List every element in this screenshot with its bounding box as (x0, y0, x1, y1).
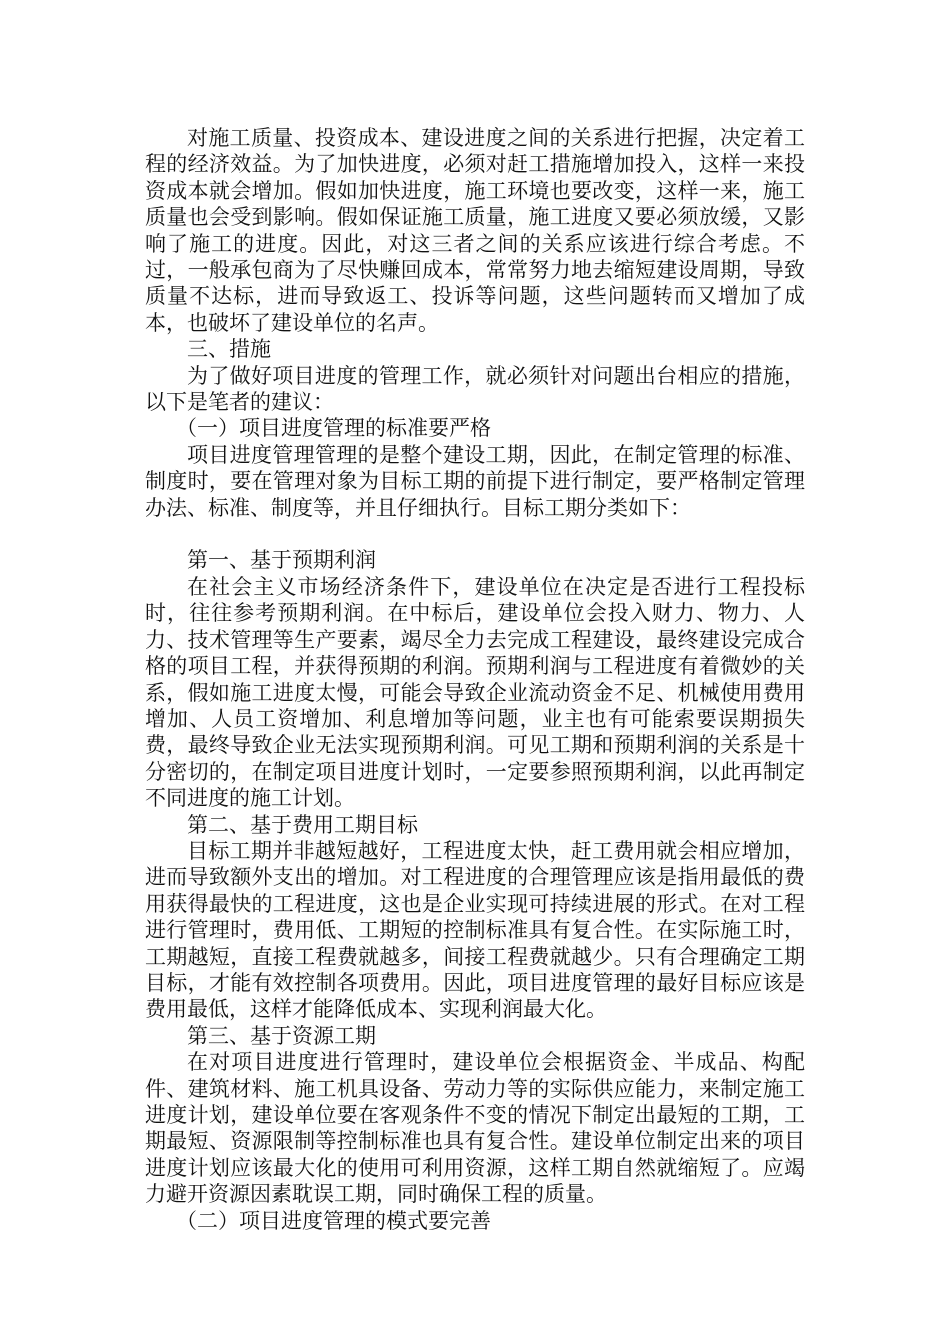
subheading-standards-strict: （一）项目进度管理的标准要严格 (176, 416, 491, 441)
paragraph-resource-schedule: 在对项目进度进行管理时，建设单位会根据资金、半成品、构配件、建筑材料、施工机具设备、劳动力等的实际供应能力，来制定施工进度计划，建设单位要在客观条件不变的情况下制定出最短的工期，工期最短、资源限制等控制标准也具有复合性。建设单位制定出来的项目进度计划应该最大化的使用可利用资源，这样工期自然就缩短了。应竭力避开资源因素耽误工期，同时确保工程的质量。 (145, 1050, 805, 1207)
paragraph-cost-quality-schedule: 对施工质量、投资成本、建设进度之间的关系进行把握，决定着工程的经济效益。为了加快进度，必须对赶工措施增加投入，这样一来投资成本就会增加。假如加快进度，施工环境也要改变，这样一来，施工质量也会受到影响。假如保证施工质量，施工进度又要必须放缓，又影响了施工的进度。因此，对这三者之间的关系应该进行综合考虑。不过，一般承包商为了尽快赚回成本，常常努力地去缩短建设周期，导致质量不达标，进而导致返工、投诉等问题，这些问题转而又增加了成本，也破坏了建设单位的名声。 (145, 126, 805, 335)
heading-expected-profit: 第一、基于预期利润 (187, 548, 376, 573)
heading-measures: 三、措施 (187, 337, 271, 362)
paragraph-expected-profit: 在社会主义市场经济条件下，建设单位在决定是否进行工程投标时，往往参考预期利润。在中标后，建设单位会投入财力、物力、人力、技术管理等生产要素，竭尽全力去完成工程建设，最终建设完成合格的项目工程，并获得预期的利润。预期利润与工程进度有着微妙的关系，假如施工进度太慢，可能会导致企业流动资金不足、机械使用费用增加、人员工资增加、利息增加等问题，业主也有可能索要误期损失费，最终导致企业无法实现预期利润。可见工期和预期利润的关系是十分密切的，在制定项目进度计划时，一定要参照预期利润，以此再制定不同进度的施工计划。 (145, 574, 805, 811)
heading-cost-schedule-target: 第二、基于费用工期目标 (187, 812, 418, 837)
heading-resource-schedule: 第三、基于资源工期 (187, 1023, 376, 1048)
document-body (145, 125, 805, 1234)
paragraph-standards: 项目进度管理管理的是整个建设工期，因此，在制定管理的标准、制度时，要在管理对象为目标工期的前提下进行制定，要严格制定管理办法、标准、制度等，并且仔细执行。目标工期分类如下： (145, 442, 805, 520)
paragraph-cost-schedule-target: 目标工期并非越短越好，工程进度太快，赶工费用就会相应增加，进而导致额外支出的增加。对工程进度的合理管理应该是指用最低的费用获得最快的工程进度，这也是企业实现可持续进展的形式。在对工程进行管理时，费用低、工期短的控制标准具有复合性。在实际施工时，工期越短，直接工程费就越多，间接工程费就越少。只有合理确定工期目标，才能有效控制各项费用。因此，项目进度管理的最好目标应该是费用最低，这样才能降低成本、实现利润最大化。 (145, 838, 805, 1022)
subheading-management-model: （二）项目进度管理的模式要完善 (176, 1208, 491, 1233)
paragraph-measures-intro: 为了做好项目进度的管理工作，就必须针对问题出台相应的措施，以下是笔者的建议： (145, 363, 805, 415)
blank-line (145, 521, 805, 547)
